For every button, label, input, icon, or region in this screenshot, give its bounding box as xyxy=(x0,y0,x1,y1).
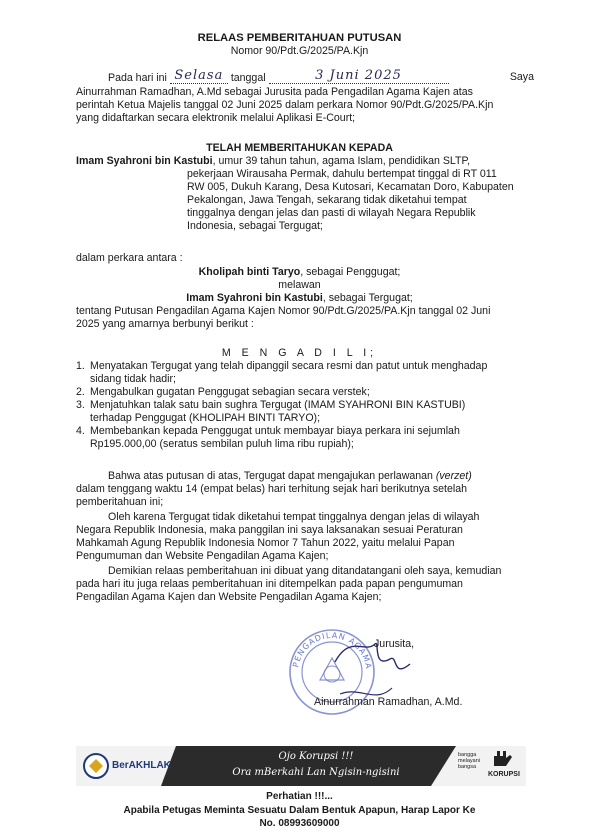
verdict-heading: M E N G A D I L I; xyxy=(221,347,378,359)
berakhlak-label: BerAKHLAK xyxy=(112,760,171,771)
notice-line-4: Pekalongan, Jawa Tengah, sekarang tidak diketahui tempat xyxy=(187,194,467,206)
defendant-name-2: Imam Syahroni bin Kastubi xyxy=(186,292,323,304)
defendant-line xyxy=(0,292,599,305)
closing-p2-line-1: Oleh karena Tergugat tidak diketahui tempat tinggalnya dengan jelas di wilayah xyxy=(108,511,480,523)
intro-line-2: Ainurrahman Ramadhan, A.Md sebagai Jurusita pada Pengadilan Agama Kajen atas xyxy=(76,86,473,98)
notice-heading: TELAH MEMBERITAHUKAN KEPADA xyxy=(206,142,393,154)
handwritten-date: 3 Juni 2025 xyxy=(269,69,449,84)
defendant-role: , sebagai Tergugat; xyxy=(322,292,413,304)
intro-text-day-label: Pada hari ini xyxy=(108,72,167,84)
case-about-line-2: 2025 yang amarnya berbunyi berikut : xyxy=(76,318,254,330)
verdict-item-line-2: terhadap Penggugat (KHOLIPAH BINTI TARYO); xyxy=(90,412,321,424)
intro-text-date-label: tanggal xyxy=(230,72,266,84)
verdict-item-number: 4. xyxy=(76,425,85,437)
closing-p2-line-4: Pengumuman dan Website Pengadilan Agama Kajen; xyxy=(76,550,329,562)
notice-line-5: tinggalnya dengan jelas dan pasti di wilayah Negara Republik xyxy=(187,207,476,219)
closing-p3-line-3: Pengadilan Agama Kajen dan Website Pengadilan Agama Kajen; xyxy=(76,591,382,603)
verdict-items xyxy=(76,360,536,451)
defendant-name: Imam Syahroni bin Kastubi xyxy=(76,155,213,167)
closing-p2-line-3: Mahkamah Agung Republik Indonesia Nomor 7 Tahun 2022, yaitu melalui Papan xyxy=(76,537,455,549)
closing-p2-line-2: Negara Republik Indonesia, maka panggilan ini saya laksanakan sesuai Peraturan xyxy=(76,524,463,536)
verdict-item-number: 1. xyxy=(76,360,85,372)
intro-line-4: yang didaftarkan secara elektronik melalui Aplikasi E-Court; xyxy=(76,112,356,124)
verdict-item-line-1: Menyatakan Tergugat yang telah dipanggil secara resmi dan patut untuk menghadap xyxy=(90,360,488,372)
intro-line-3: perintah Ketua Majelis tanggal 02 Juni 2025 dalam perkara Nomor 90/Pdt.G/2025/PA.Kjn xyxy=(76,99,494,111)
slogan-line-1: Ojo Korupsi !!! xyxy=(278,751,354,762)
verdict-item-line-1: Mengabulkan gugatan Penggugat sebagian secara verstek; xyxy=(90,386,370,398)
footer-banner xyxy=(76,746,526,786)
report-notice: Apabila Petugas Meminta Sesuatu Dalam Bentuk Apapun, Harap Lapor Ke xyxy=(123,805,476,816)
document-title: RELAAS PEMBERITAHUAN PUTUSAN xyxy=(197,32,402,44)
closing-p3-line-2: pada hari itu juga relaas pemberitahuan ini ditempelkan pada papan pengumuman xyxy=(76,578,463,590)
verdict-item-line-2: sidang tidak hadir; xyxy=(90,373,176,385)
anti-korupsi-label: KORUPSI xyxy=(488,771,520,778)
signature-area xyxy=(280,624,480,734)
report-phone: No. 08993609000 xyxy=(259,818,340,829)
plaintiff-name: Kholipah binti Taryo xyxy=(198,266,301,278)
case-intro: dalam perkara antara : xyxy=(76,252,183,264)
handwritten-day: Selasa xyxy=(170,69,228,84)
closing-p1-line-3: pemberitahuan ini; xyxy=(76,496,164,508)
plaintiff-role: , sebagai Penggugat; xyxy=(300,266,401,278)
verdict-item xyxy=(76,425,536,451)
bangga-melayani-label: bangga melayani bangsa xyxy=(458,752,481,770)
intro-text-saya: Saya xyxy=(509,71,534,83)
verdict-item-line-2: Rp195.000,00 (seratus sembilan puluh lima ribu rupiah); xyxy=(90,438,354,450)
anti-corruption-hand-icon xyxy=(490,748,514,768)
slogan-line-2: Ora mBerkahi Lan Ngisin-ngisini xyxy=(232,767,400,778)
notice-line-6: Indonesia, sebagai Tergugat; xyxy=(187,220,323,232)
case-about-line-1: tentang Putusan Pengadilan Agama Kajen Nomor 90/Pdt.G/2025/PA.Kjn tanggal 02 Juni xyxy=(76,305,491,317)
closing-p1-line-2: dalam tenggang waktu 14 (empat belas) hari terhitung sejak hari berikutnya setelah xyxy=(76,483,468,495)
verdict-item xyxy=(76,360,536,386)
verdict-item-line-1: Membebankan kepada Penggugat untuk membayar biaya perkara ini sejumlah xyxy=(90,425,460,437)
notice-line-2: pekerjaan Wirausaha Permak, dahulu bertempat tinggal di RT 011 xyxy=(187,168,497,180)
intro-line-1 xyxy=(108,68,534,86)
verdict-item-number: 2. xyxy=(76,386,85,398)
verzet-term: (verzet) xyxy=(435,470,472,482)
closing-p3-line-1: Demikian relaas pemberitahuan ini dibuat yang ditandatangani oleh saya, kemudian xyxy=(108,565,502,577)
verdict-item-line-1: Menjatuhkan talak satu bain sughra Tergugat (IMAM SYAHRONI BIN KASTUBI) xyxy=(90,399,466,411)
verdict-item xyxy=(76,399,536,425)
signature-role: Jurusita, xyxy=(374,638,415,650)
notice-line-1 xyxy=(76,155,534,168)
closing-p1-line-1: Bahwa atas putusan di atas, Tergugat dapat mengajukan perlawanan (verzet) xyxy=(108,470,472,482)
verdict-item-number: 3. xyxy=(76,399,85,411)
signature-name: Ainurrahman Ramadhan, A.Md. xyxy=(314,696,463,708)
plaintiff-line xyxy=(0,266,599,279)
document-number: Nomor 90/Pdt.G/2025/PA.Kjn xyxy=(230,45,369,57)
verdict-item xyxy=(76,386,536,399)
svg-text:PENGADILAN AGAMA: PENGADILAN AGAMA xyxy=(291,630,373,671)
versus-label: melawan xyxy=(278,279,321,291)
notice-line-3: RW 005, Dukuh Karang, Desa Kutosari, Kecamatan Doro, Kabupaten xyxy=(187,181,514,193)
attention-label: Perhatian !!!... xyxy=(266,791,333,802)
notice-line-1-rest: , umur 39 tahun tahun, agama Islam, pendidikan SLTP, xyxy=(212,155,471,167)
